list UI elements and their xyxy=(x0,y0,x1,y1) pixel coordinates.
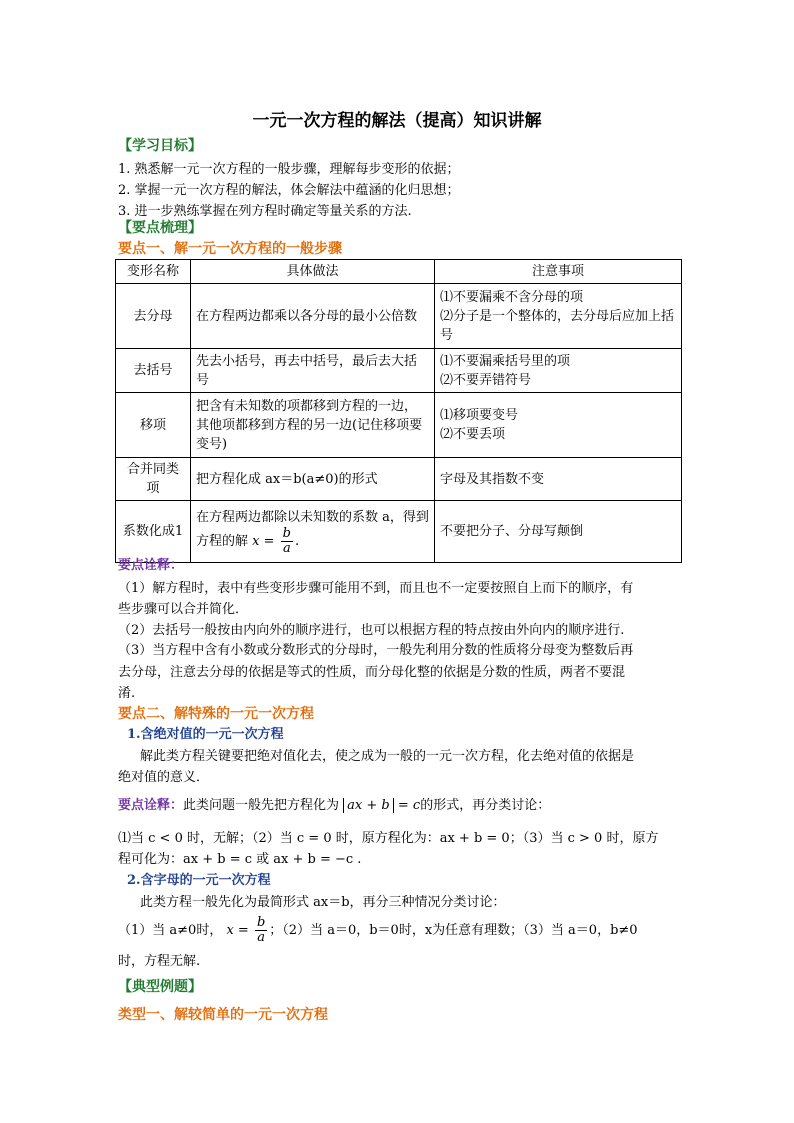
step-method xyxy=(191,501,435,563)
table-header-row xyxy=(116,260,682,284)
objective-item: 1. 熟悉解一元一次方程的一般步骤，理解每步变形的依据； xyxy=(118,162,460,177)
method-text: 在方程两边都除以未知数的系数 a，得到方程的解 xyxy=(196,509,429,549)
note-line: ⑵不要丢项 xyxy=(440,427,506,442)
step-name: 移项 xyxy=(116,393,191,458)
note-line: ⑴移项要变号 xyxy=(440,408,519,423)
steps-table xyxy=(115,259,682,563)
abs-line: 绝对值的意义． xyxy=(118,770,210,785)
method-end: . xyxy=(294,533,300,549)
solution-fraction xyxy=(281,527,293,556)
table-row xyxy=(116,393,682,458)
table-row xyxy=(116,501,682,563)
note-line: ⑴不要漏乘括号里的项 xyxy=(440,353,571,369)
letter-heading: 2.含字母的一元一次方程 xyxy=(127,873,271,888)
letter-case-post: ；（2）当 a＝0，b＝0时，x为任意有理数；（3）当 a＝0，b≠0 xyxy=(269,923,638,938)
note-line: ⑵分子是一个整体的，去分母后应加上括号 xyxy=(440,308,675,343)
review-heading: 【要点梳理】 xyxy=(118,220,202,236)
note-line: ⑵不要弄错符号 xyxy=(440,372,532,388)
abs-line: 解此类方程关键要把绝对值化去，使之成为一般的一元一次方程，化去绝对值的依据是 xyxy=(140,749,635,764)
table-row xyxy=(116,458,682,501)
point1-heading: 要点一、解一元一次方程的一般步骤 xyxy=(118,241,342,257)
abs-equals: = c xyxy=(397,798,421,813)
letter-case-line: 时，方程无解. xyxy=(118,954,201,969)
fraction-numerator: b xyxy=(256,915,266,930)
abs-note-post: 的形式，再分类讨论： xyxy=(420,798,551,813)
step-notes: 字母及其指数不变 xyxy=(435,458,682,501)
step-method: 先去小括号，再去中括号，最后去大括号 xyxy=(191,349,435,393)
explain1-label: 要点诠释： xyxy=(118,558,184,573)
fraction-numerator: b xyxy=(282,525,291,541)
abs-heading: 1.含绝对值的一元一次方程 xyxy=(127,727,284,742)
step-name: 系数化成1 xyxy=(116,501,191,563)
letter-case-pre: （1）当 a≠0时， xyxy=(118,923,223,938)
explain1-line: （1）解方程时，表中有些变形步骤可能用不到，而且也不一定要按照自上而下的顺序，有 xyxy=(118,581,634,596)
table-header: 具体做法 xyxy=(191,260,435,284)
table-header: 变形名称 xyxy=(116,260,191,284)
table-header: 注意事项 xyxy=(435,260,682,284)
step-notes: 不要把分子、分母写颠倒 xyxy=(435,501,682,563)
step-method: 在方程两边都乘以各分母的最小公倍数 xyxy=(191,284,435,349)
step-name: 去括号 xyxy=(116,349,191,393)
objectives-heading: 【学习目标】 xyxy=(118,138,202,154)
objective-item: 3. 进一步熟练掌握在列方程时确定等量关系的方法. xyxy=(118,204,412,219)
explain1-line: （3）当方程中含有小数或分数形式的分母时，一般先利用分数的性质将分母变为整数后再 xyxy=(118,643,634,658)
abs-note-label: 要点诠释： xyxy=(118,798,184,813)
solution-x: x = xyxy=(252,533,275,549)
step-notes xyxy=(435,349,682,393)
examples-heading: 【典型例题】 xyxy=(118,979,202,995)
page-title: 一元一次方程的解法（提高）知识讲解 xyxy=(252,111,542,131)
letter-fraction xyxy=(255,916,267,945)
step-notes xyxy=(435,284,682,349)
step-method: 把方程化成 ax＝b(a≠0)的形式 xyxy=(191,458,435,501)
step-name: 合并同类项 xyxy=(116,458,191,501)
step-name: 去分母 xyxy=(116,284,191,349)
abs-note xyxy=(118,797,683,815)
abs-note-text: 此类问题一般先把方程化为 xyxy=(183,798,340,813)
table-row xyxy=(116,349,682,393)
step-method: 把含有未知数的项都移到方程的一边，其他项都移到方程的另一边(记住移项要变号) xyxy=(191,393,435,458)
explain1-line: （2）去括号一般按由内向外的顺序进行，也可以根据方程的特点按由外向内的顺序进行. xyxy=(118,623,625,638)
letter-x: x = xyxy=(226,923,249,938)
table-row xyxy=(116,284,682,349)
point2-heading: 要点二、解特殊的一元一次方程 xyxy=(118,706,314,722)
letter-line: 此类方程一般先化为最简形式 ax＝b，再分三种情况分类讨论： xyxy=(140,895,506,910)
fraction-denominator: a xyxy=(282,540,291,556)
objective-item: 2. 掌握一元一次方程的解法，体会解法中蕴涵的化归思想； xyxy=(118,183,460,198)
abs-case-line: 程可化为：ax + b = c 或 ax + b = −c . xyxy=(118,852,362,867)
note-line: ⑴不要漏乘不含分母的项 xyxy=(440,289,584,305)
fraction-denominator: a xyxy=(257,930,266,945)
explain1-line: 淆. xyxy=(118,686,136,701)
abs-expression: ax + b xyxy=(343,798,394,813)
step-notes xyxy=(435,393,682,458)
letter-case-line xyxy=(118,916,683,946)
explain1-line: 去分母，注意去分母的依据是等式的性质，而分母化整的依据是分数的性质，两者不要混 xyxy=(118,665,626,680)
abs-case-line: ⑴当 c < 0 时，无解；（2）当 c = 0 时，原方程化为：ax + b = 0；（3）当 c > 0 时，原方 xyxy=(118,831,659,846)
type1-heading: 类型一、解较简单的一元一次方程 xyxy=(118,1007,328,1023)
explain1-line: 些步骤可以合并简化． xyxy=(118,602,249,617)
